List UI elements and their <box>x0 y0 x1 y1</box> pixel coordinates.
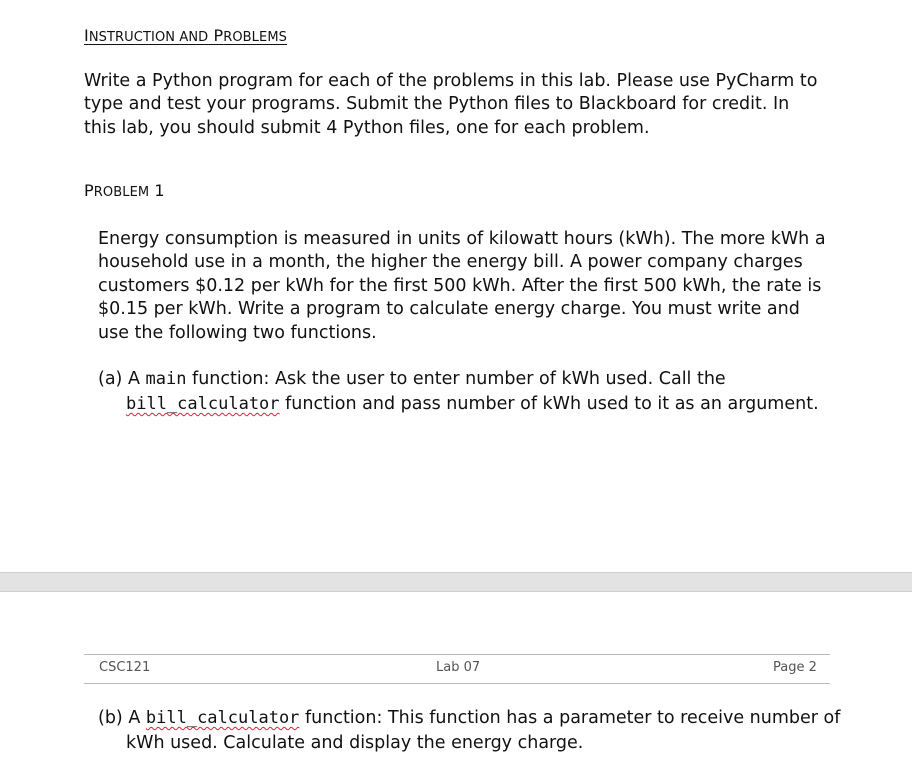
footer-top-rule <box>84 654 830 655</box>
section-heading-text: INSTRUCTION AND PROBLEMS <box>84 26 288 45</box>
code-bill-calculator: bill_calculator <box>126 394 280 414</box>
footer-bottom-rule <box>84 683 830 684</box>
code-bill-calculator-b: bill_calculator <box>145 708 300 728</box>
problem-heading: PROBLEM 1 <box>84 181 165 200</box>
section-heading <box>84 26 287 45</box>
footer-center: Lab 07 <box>436 660 481 675</box>
item-b-label: (b) <box>98 708 123 728</box>
item-a: (a) A main function: Ask the user to enter number of kWh used. Call the bill_calculator function and pass number of kWh used to it as an argument. <box>98 369 819 414</box>
problem-paragraph: Energy consumption is measured in units of kilowatt hours (kWh). The more kWh a household use in a month, the higher the energy bill. A power company charges customers $0.12 per kWh for the first 500 kWh. After the first 500 kWh, the rate is $0.15 per kWh. Write a program to calculate energy charge. You must write and use the following two functions. <box>98 229 826 343</box>
page-break <box>0 572 912 592</box>
footer-right: Page 2 <box>773 660 817 675</box>
intro-paragraph: Write a Python program for each of the problems in this lab. Please use PyCharm to type and test your programs. Submit the Python files to Blackboard for credit. In this lab, you should submit 4 Python files, one for each problem. <box>84 71 818 138</box>
item-b: (b) A bill_calculator function: This function has a parameter to receive number of kWh used. Calculate and display the energy charge. <box>98 708 841 753</box>
code-main: main <box>145 369 187 389</box>
footer-left: CSC121 <box>99 660 151 675</box>
item-a-label: (a) <box>98 369 123 389</box>
